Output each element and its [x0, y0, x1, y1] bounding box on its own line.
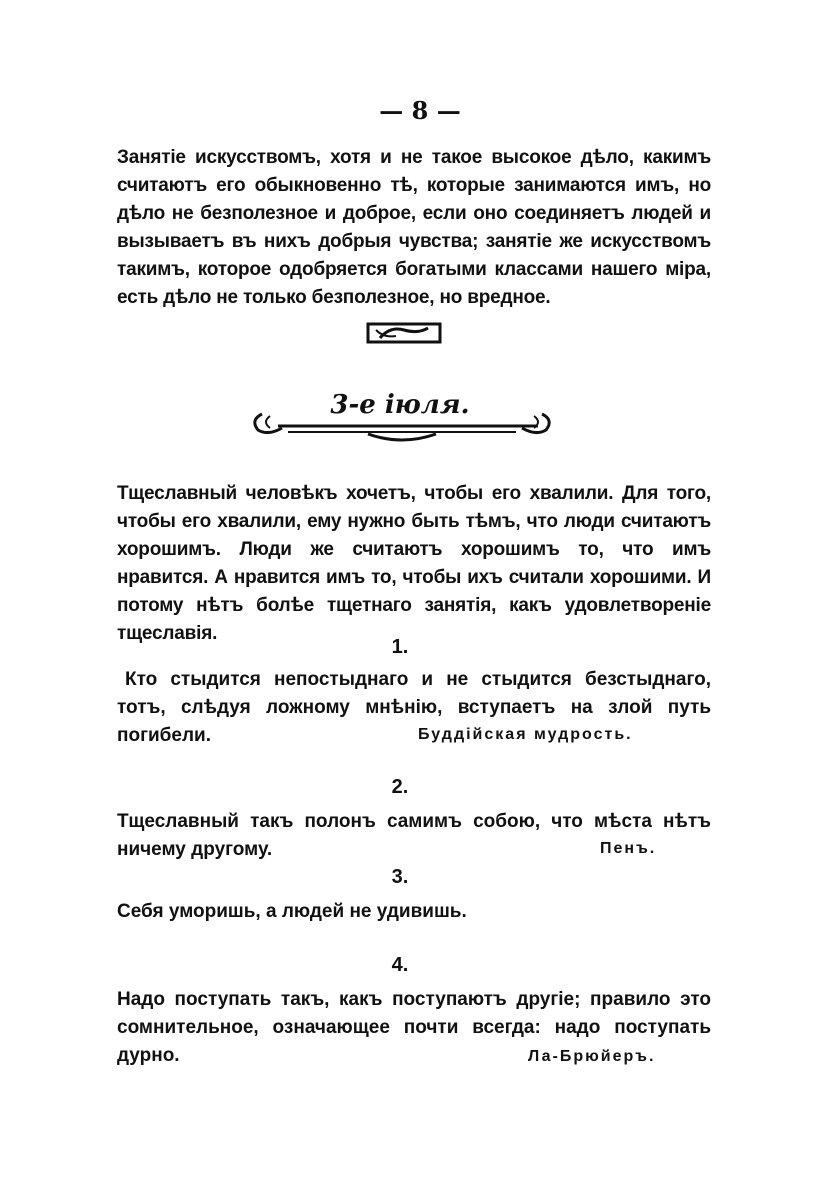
ornament-divider-icon	[366, 322, 442, 344]
main-paragraph: Тщеславный человѣкъ хочетъ, чтобы его хвалили. Для того, чтобы его хвалили, ему нужно быть тѣмъ, что люди считаютъ хорошимъ. Люди же считаютъ хорошимъ то, что имъ нравится. А нравится имъ то, чтобы ихъ считали хорошими. И потому нѣтъ болѣе тщетнаго занятія, какъ удовлетвореніе тщеславія.	[117, 483, 711, 644]
quote-attribution: Буддійская мудрость.	[418, 726, 633, 743]
quote-number: 1.	[391, 636, 409, 658]
quote-number: 3.	[391, 866, 409, 888]
quote-attribution: Ла-Брюйеръ.	[528, 1048, 656, 1065]
page-number: — 8 —	[379, 96, 461, 125]
quote-number: 4.	[391, 954, 409, 976]
heading-scroll-ornament-icon	[248, 406, 556, 446]
quote-number: 2.	[391, 776, 409, 798]
quote-text: Тщеславный такъ полонъ самимъ собою, что мѣста нѣтъ ничему другому.	[117, 811, 711, 860]
quote-text: Кто стыдится непостыднаго и не стыдится безстыднаго, тотъ, слѣдуя ложному мнѣнію, вступаетъ на злой путь погибели.	[117, 669, 711, 746]
intro-paragraph: Занятіе искусствомъ, хотя и не такое высокое дѣло, какимъ считаютъ его обыкновенно тѣ, которые занимаются имъ, но дѣло не безполезное и доброе, если оно соединяетъ людей и вызываетъ въ нихъ добрыя чувства; занятіе же искусствомъ такимъ, которое одобряется богатыми классами нашего міра, есть дѣло не только безполезное, но вредное.	[117, 147, 711, 308]
quote-attribution: Пенъ.	[600, 840, 657, 857]
quote-text: Надо поступать такъ, какъ поступаютъ другіе; правило это сомнительное, означающее почти всегда: надо поступать дурно.	[117, 989, 711, 1066]
quote-text: Себя уморишь, а людей не удивишь.	[117, 901, 467, 922]
date-heading: 3-е іюля.	[330, 390, 470, 420]
